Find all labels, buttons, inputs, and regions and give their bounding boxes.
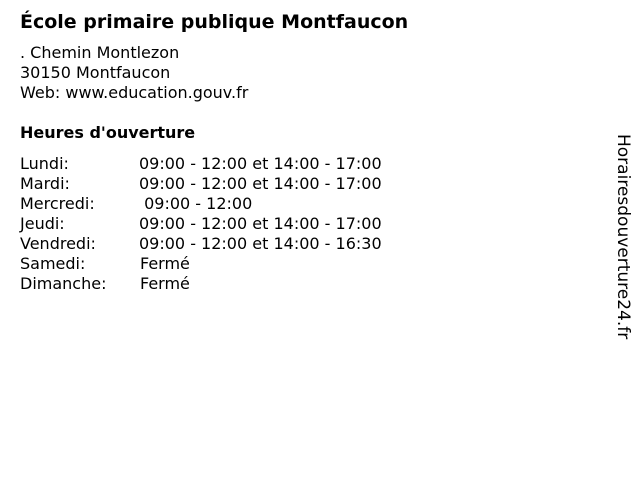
day-label: Lundi:: [20, 154, 69, 173]
school-address: [20, 43, 248, 103]
day-label: Mercredi:: [20, 194, 95, 213]
time-range: 09:00 - 12:00 et 14:00 - 16:30: [139, 234, 382, 253]
time-range: 09:00 - 12:00 et 14:00 - 17:00: [139, 154, 382, 173]
time-range: 09:00 - 12:00: [139, 194, 253, 213]
day-label: Mardi:: [20, 174, 70, 193]
day-label: Vendredi:: [20, 234, 96, 253]
day-label: Samedi:: [20, 254, 86, 273]
time-range: Fermé: [140, 254, 190, 273]
time-range: 09:00 - 12:00 et 14:00 - 17:00: [139, 174, 382, 193]
day-label: Dimanche:: [20, 274, 107, 293]
website-line[interactable]: Web: www.education.gouv.fr: [20, 83, 249, 102]
time-range: Fermé: [140, 274, 190, 293]
opening-hours-heading: Heures d'ouverture: [20, 123, 196, 142]
school-name: École primaire publique Montfaucon: [20, 11, 409, 33]
site-brand-vertical: Horairesdouverture24.fr: [613, 134, 633, 340]
address-street: . Chemin Montlezon: [20, 43, 180, 62]
address-city: 30150 Montfaucon: [20, 63, 171, 82]
time-range: 09:00 - 12:00 et 14:00 - 17:00: [139, 214, 382, 233]
day-label: Jeudi:: [20, 214, 65, 233]
